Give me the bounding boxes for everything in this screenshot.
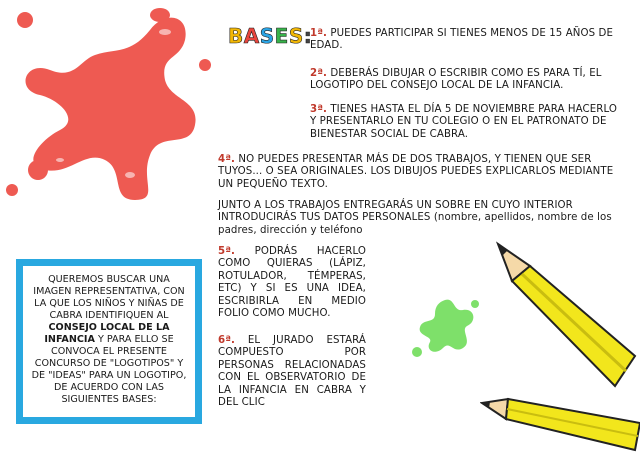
green-paint-splash-icon	[405, 292, 485, 372]
red-paint-splash-icon	[0, 0, 215, 215]
rule-text: PUEDES PARTICIPAR SI TIENES MENOS DE 15 AÑOS DE EDAD.	[310, 28, 614, 52]
rule-number: 6ª.	[218, 335, 236, 346]
bases-title	[228, 24, 312, 48]
bases-letter: A	[243, 24, 260, 48]
rule-number: 1ª.	[310, 28, 328, 39]
info-highlight: CONSEJO LOCAL DE LA INFANCIA	[44, 322, 170, 345]
bases-letter: :	[303, 24, 313, 48]
rule-number: 5ª.	[218, 246, 236, 257]
rule-2	[310, 68, 622, 93]
info-text: Y PARA ELLO SE CONVOCA EL PRESENTE CONCURSO DE "LOGOTIPOS" Y DE "IDEAS" PARA UN LOGOTIPO, DE ACUERDO CON LAS SIGUIENTES BASES:	[31, 334, 187, 405]
rule-4	[218, 154, 622, 191]
rule-number: 2ª.	[310, 68, 328, 79]
rule-text: TIENES HASTA EL DÍA 5 DE NOVIEMBRE PARA HACERLO Y PRESENTARLO EN TU COLEGIO O EN EL PATRONATO DE BIENESTAR SOCIAL DE CABRA.	[310, 104, 618, 140]
bases-letter: S	[259, 24, 275, 48]
big-pencil-icon	[490, 236, 640, 401]
contest-info-box	[16, 259, 202, 424]
rule-3	[310, 104, 622, 141]
envelope-instructions	[218, 200, 622, 237]
rule-5	[218, 246, 366, 320]
rule-text: PODRÁS HACERLO COMO QUIERAS (LÁPIZ, ROTULADOR, TÉMPERAS, ETC) Y SI ES UNA IDEA, ESCRIBIRLA EN MEDIO FOLIO COMO MUCHO.	[218, 246, 367, 320]
info-text: QUEREMOS BUSCAR UNA IMAGEN REPRESENTATIVA, CON LA QUE LOS NIÑOS Y NIÑAS DE CABRA IDENTIFIQUEN AL	[33, 274, 185, 321]
bases-letter: B	[228, 24, 244, 48]
rule-number: 3ª.	[310, 104, 328, 115]
rule-1	[310, 28, 622, 53]
bases-letter: E	[274, 24, 289, 48]
rule-text: EL JURADO ESTARÁ COMPUESTO POR PERSONAS RELACIONADAS CON EL OBSERVATORIO DE LA INFANCIA EN CABRA Y DEL CLIC	[218, 335, 366, 409]
bases-letter: S	[288, 24, 304, 48]
small-pencil-icon	[480, 395, 640, 453]
rule-text: DEBERÁS DIBUJAR O ESCRIBIR COMO ES PARA TÍ, EL LOGOTIPO DEL CONSEJO LOCAL DE LA INFANCIA.	[310, 68, 602, 92]
rule-text: NO PUEDES PRESENTAR MÁS DE DOS TRABAJOS, Y TIENEN QUE SER TUYOS... O SEA ORIGINALES. LOS DIBUJOS PUEDES EXPLICARLOS MEDIANTE UN PEQUEÑO TEXTO.	[218, 154, 614, 190]
rule-text: JUNTO A LOS TRABAJOS ENTREGARÁS UN SOBRE EN CUYO INTERIOR INTRODUCIRÁS TUS DATOS PERSONALES (nombre, apellidos, nombre de los padres, dirección y teléfono	[218, 200, 612, 236]
rule-number: 4ª.	[218, 154, 236, 165]
rule-6	[218, 335, 366, 409]
